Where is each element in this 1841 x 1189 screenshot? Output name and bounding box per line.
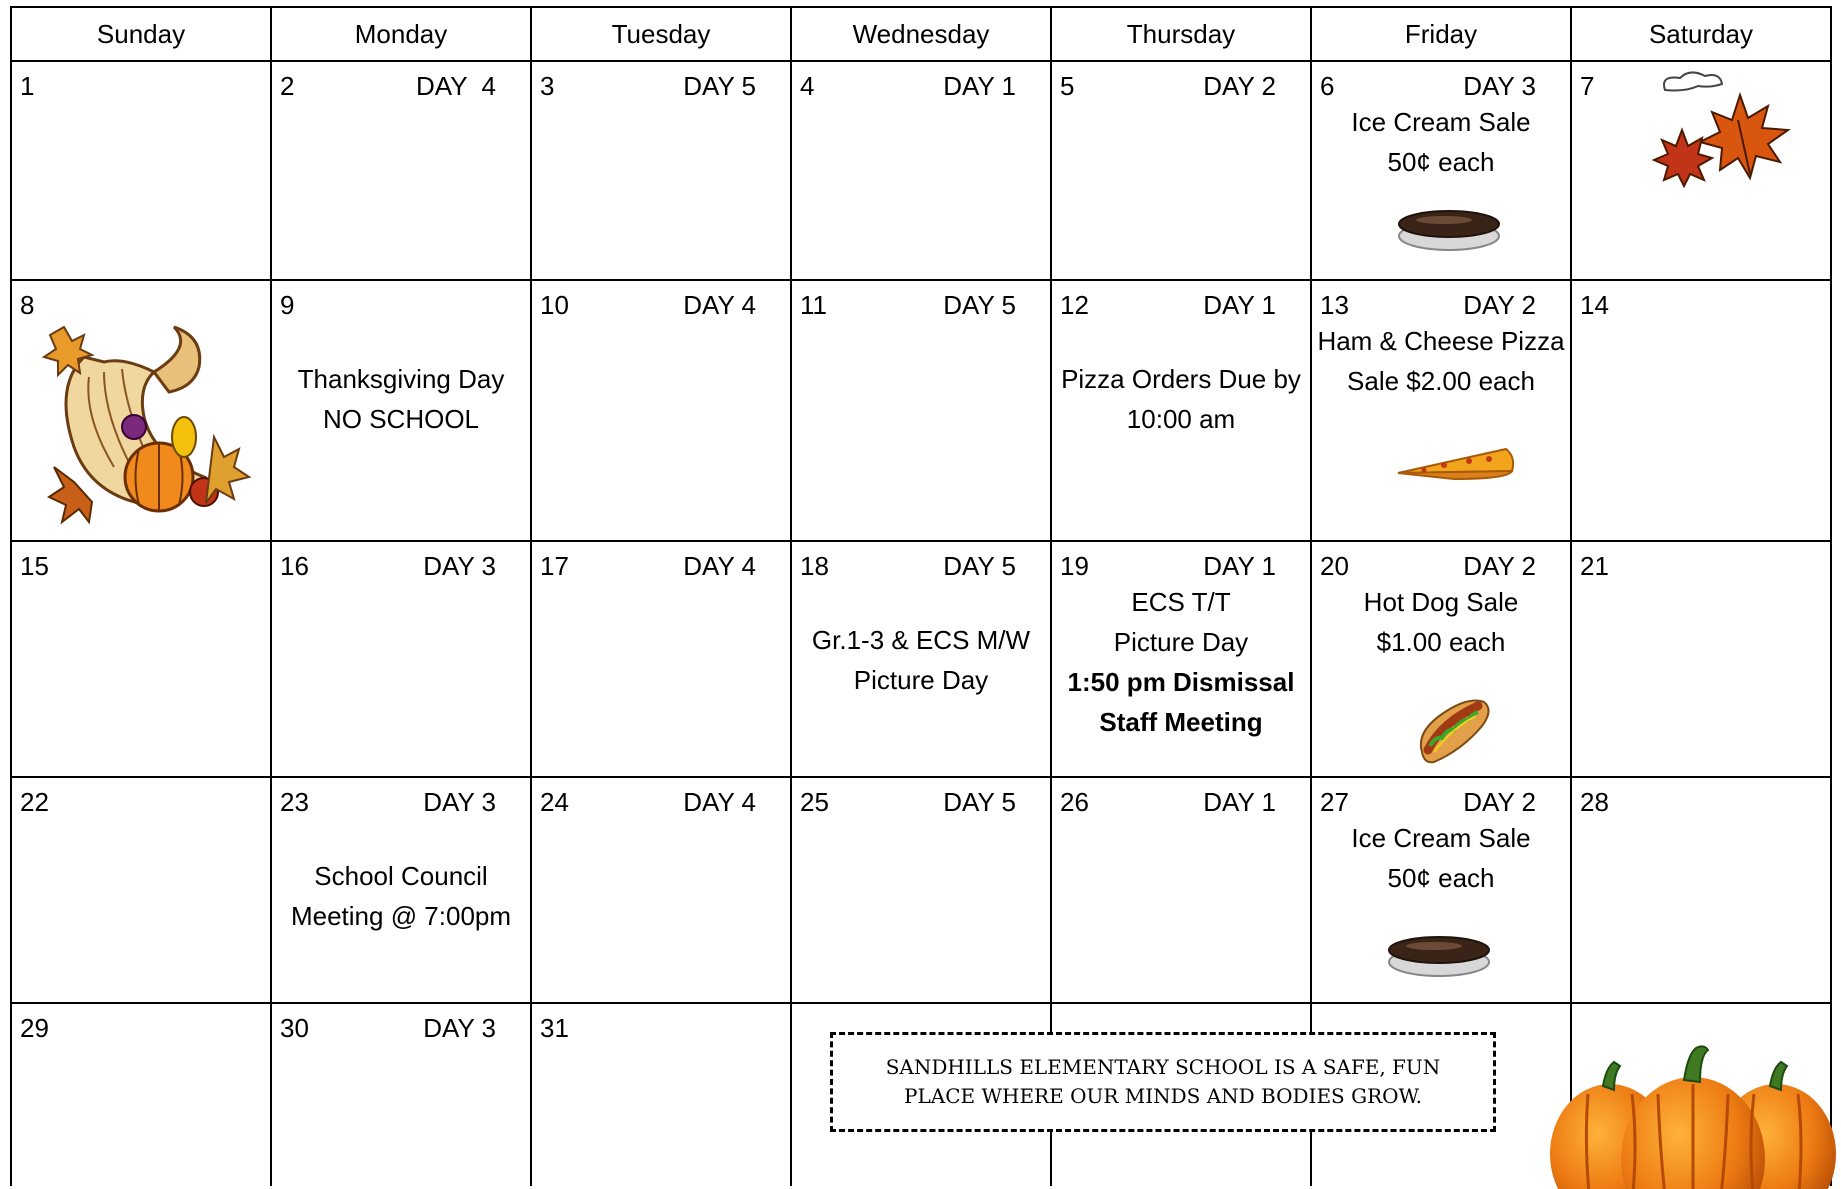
school-motto-box	[830, 1032, 1496, 1132]
rotation-day: DAY 5	[683, 71, 756, 101]
day-number: 8	[20, 290, 35, 321]
rotation-day: DAY 3	[423, 1013, 496, 1044]
event-text: Ice Cream Sale 50¢ each	[1351, 107, 1531, 177]
day-number: 16	[280, 550, 309, 581]
rotation-day: DAY 4	[683, 550, 756, 581]
cornucopia-icon	[34, 317, 260, 527]
motto-line: SANDHILLS ELEMENTARY SCHOOL IS A SAFE, FUN	[885, 1055, 1441, 1079]
rotation-day: DAY 1	[943, 71, 1016, 101]
day-cell[interactable]	[531, 280, 791, 541]
event-text: Hot Dog Sale $1.00 each	[1363, 586, 1519, 657]
day-cell[interactable]	[1051, 777, 1311, 1003]
rotation-day: DAY 3	[1463, 71, 1536, 101]
day-cell[interactable]	[11, 541, 271, 777]
hot-dog-icon	[1412, 692, 1496, 768]
rotation-day: DAY 2	[1463, 550, 1536, 581]
day-cell[interactable]	[1571, 61, 1831, 280]
day-cell[interactable]	[1571, 777, 1831, 1003]
weekday-header: Friday	[1311, 7, 1571, 61]
rotation-day: DAY 5	[943, 787, 1016, 818]
day-cell[interactable]	[1571, 280, 1831, 541]
day-cell[interactable]	[1051, 61, 1311, 280]
day-number: 28	[1580, 787, 1609, 818]
day-number: 22	[20, 787, 49, 818]
day-number: 7	[1580, 71, 1595, 101]
rotation-day: DAY 4	[683, 290, 756, 321]
ice-cream-sandwich-icon	[1384, 928, 1494, 980]
day-cell[interactable]	[531, 777, 791, 1003]
day-number: 4	[800, 71, 815, 101]
rotation-day: DAY 1	[1203, 290, 1276, 321]
week-row	[11, 541, 1831, 777]
day-cell[interactable]	[11, 777, 271, 1003]
weekday-header-row	[11, 7, 1831, 61]
rotation-day: DAY 1	[1203, 787, 1276, 818]
day-cell[interactable]	[11, 280, 271, 541]
event-text: Ham & Cheese Pizza Sale $2.00 each	[1317, 326, 1565, 397]
rotation-day: DAY 5	[943, 550, 1016, 581]
day-cell[interactable]	[1051, 541, 1311, 777]
day-cell[interactable]	[791, 280, 1051, 541]
week-row	[11, 280, 1831, 541]
event-text: ECS T/T Picture Day 1:50 pm Dismissal Staff Meeting	[1067, 586, 1295, 737]
pumpkins-icon	[1548, 1034, 1838, 1189]
week-row	[11, 61, 1831, 280]
day-cell[interactable]	[271, 1003, 531, 1186]
rotation-day: DAY 4	[416, 71, 496, 101]
day-cell[interactable]	[11, 61, 271, 280]
maple-leaves-icon	[1650, 70, 1800, 190]
rotation-day: DAY 2	[1463, 290, 1536, 321]
day-number: 29	[20, 1013, 49, 1044]
day-number: 14	[1580, 290, 1609, 321]
day-cell[interactable]	[1051, 280, 1311, 541]
day-number: 19	[1060, 550, 1089, 581]
day-cell[interactable]	[1311, 280, 1571, 541]
day-cell[interactable]	[11, 1003, 271, 1186]
day-cell[interactable]	[791, 541, 1051, 777]
day-number: 25	[800, 787, 829, 818]
day-number: 2	[280, 71, 295, 101]
weekday-header: Thursday	[1051, 7, 1311, 61]
day-cell[interactable]	[791, 777, 1051, 1003]
weekday-header: Tuesday	[531, 7, 791, 61]
day-number: 30	[280, 1013, 309, 1044]
day-cell[interactable]	[531, 1003, 791, 1186]
day-cell[interactable]	[271, 61, 531, 280]
ice-cream-sandwich-icon	[1394, 202, 1504, 254]
day-number: 15	[20, 550, 49, 581]
day-number: 11	[800, 290, 827, 321]
day-cell[interactable]	[271, 541, 531, 777]
day-number: 23	[280, 787, 309, 818]
day-number: 18	[800, 550, 829, 581]
day-number: 24	[540, 787, 569, 818]
day-number: 27	[1320, 787, 1349, 818]
calendar-grid	[10, 6, 1832, 1186]
event-text: School Council Meeting @ 7:00pm	[290, 861, 512, 932]
rotation-day: DAY 2	[1463, 787, 1536, 818]
day-number: 13	[1320, 290, 1349, 321]
day-cell[interactable]	[531, 61, 791, 280]
rotation-day: DAY 3	[423, 787, 496, 818]
day-cell[interactable]	[1571, 541, 1831, 777]
rotation-day: DAY 2	[1203, 71, 1276, 101]
day-number: 26	[1060, 787, 1089, 818]
event-text: Pizza Orders Due by 10:00 am	[1061, 364, 1301, 435]
event-text: Ice Cream Sale 50¢ each	[1351, 823, 1531, 894]
rotation-day: DAY 5	[943, 290, 1016, 321]
weekday-header: Sunday	[11, 7, 271, 61]
pizza-slice-icon	[1394, 443, 1518, 483]
day-cell[interactable]	[271, 280, 531, 541]
day-cell[interactable]	[1311, 61, 1571, 280]
rotation-day: DAY 3	[423, 550, 496, 581]
rotation-day: DAY 1	[1203, 550, 1276, 581]
day-number: 9	[280, 290, 295, 321]
day-number: 12	[1060, 290, 1089, 321]
weekday-header: Monday	[271, 7, 531, 61]
weekday-header: Wednesday	[791, 7, 1051, 61]
day-cell[interactable]	[271, 777, 531, 1003]
day-number: 6	[1320, 71, 1335, 101]
week-row	[11, 777, 1831, 1003]
rotation-day: DAY 4	[683, 787, 756, 818]
day-number: 5	[1060, 71, 1075, 101]
weekday-header: Saturday	[1571, 7, 1831, 61]
day-cell[interactable]	[1311, 777, 1571, 1003]
day-number: 10	[540, 290, 569, 321]
day-number: 21	[1580, 550, 1609, 581]
day-number: 17	[540, 550, 569, 581]
day-cell[interactable]	[531, 541, 791, 777]
event-text: Thanksgiving Day NO SCHOOL	[297, 364, 505, 435]
day-number: 31	[540, 1013, 569, 1044]
day-cell[interactable]	[791, 61, 1051, 280]
motto-line: PLACE WHERE OUR MINDS AND BODIES GROW.	[904, 1084, 1422, 1108]
day-number: 3	[540, 71, 555, 101]
day-number: 1	[20, 71, 35, 101]
day-number: 20	[1320, 550, 1349, 581]
event-text: Gr.1-3 & ECS M/W Picture Day	[811, 624, 1031, 695]
day-cell[interactable]	[1311, 541, 1571, 777]
